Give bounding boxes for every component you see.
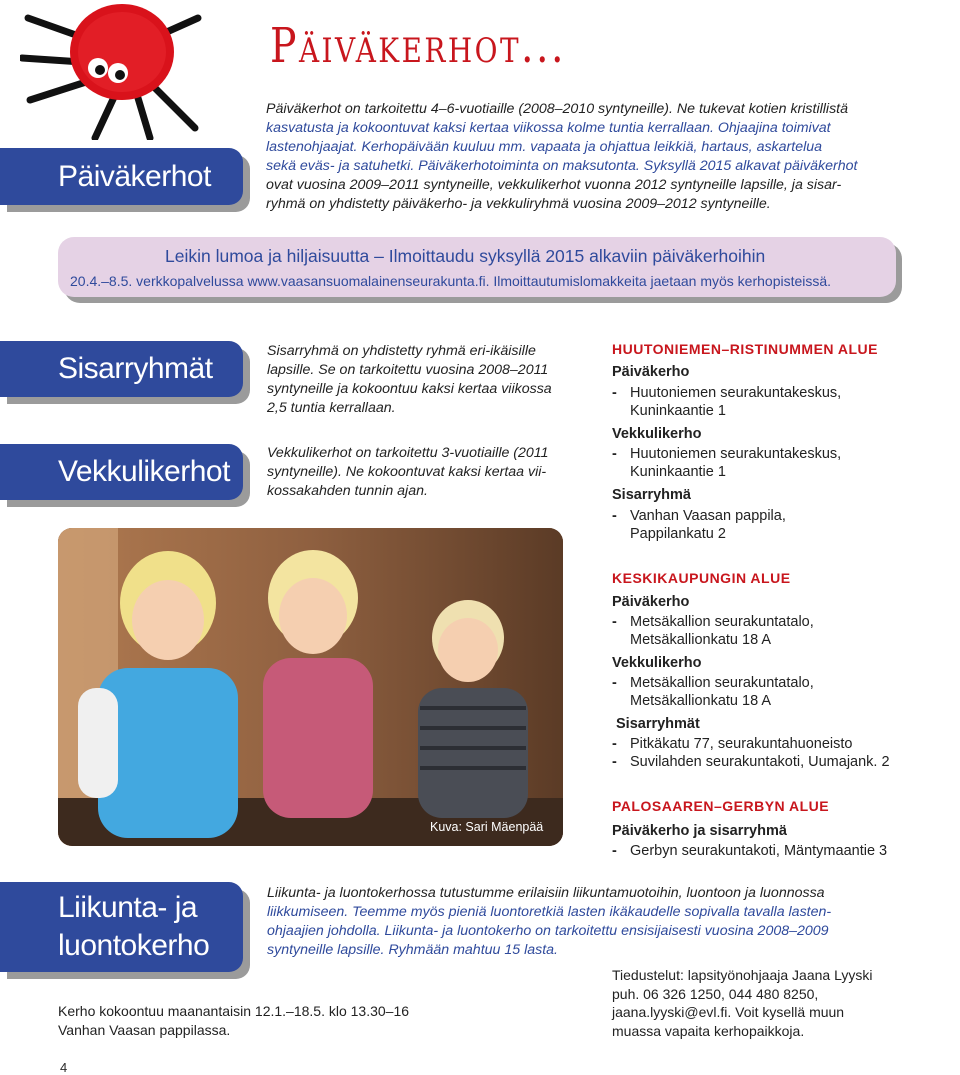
group-heading: Sisarryhmä xyxy=(612,487,691,503)
children-photo xyxy=(58,528,563,846)
group-address: - Metsäkallion seurakuntatalo, Metsäkallionkatu 18 A xyxy=(612,675,814,709)
group-address: - Gerbyn seurakuntakoti, Mäntymaantie 3 xyxy=(612,843,888,859)
group-heading: Vekkulikerho xyxy=(612,655,702,671)
group-heading: Sisarryhmät xyxy=(616,716,700,732)
photo-caption: Kuva: Sari Mäenpää xyxy=(430,820,544,834)
group-address: - Pitkäkatu 77, seurakuntahuoneisto - Suvilahden seurakuntakoti, Uumajank. 2 xyxy=(612,736,890,770)
group-heading: Päiväkerho xyxy=(612,364,690,380)
group-address: - Vanhan Vaasan pappila, Pappilankatu 2 xyxy=(612,508,786,542)
tab-label-vekkulikerhot xyxy=(0,444,243,500)
kerho-schedule: Kerho kokoontuu maanantaisin 12.1.–18.5. klo 13.30–16 Vanhan Vaasan pappilassa. xyxy=(58,1003,410,1038)
group-address: - Huutoniemen seurakuntakeskus, Kuninkaantie 1 xyxy=(612,385,842,419)
tab-label-paivakerhot xyxy=(0,148,243,205)
tab-label-sisarryhmat xyxy=(0,341,243,397)
area-heading-palosaari: PALOSAAREN–GERBYN ALUE xyxy=(612,798,830,814)
banner-headline: Leikin lumoa ja hiljaisuutta – Ilmoittaudu syksyllä 2015 alkaviin päiväkerhoihin xyxy=(165,246,766,266)
intro-paragraph: Päiväkerhot on tarkoitettu 4–6-vuotiaille (2008–2010 syntyneille). Ne tukevat kotien kristillistä kasvatusta ja kokoontuvat kaksi kertaa viikossa kolme tuntia kerrallaan. Ohjaajina toimivat lastenohjaajat. Kerhopäivään kuuluu mm. vapaata ja ohjattua leikkiä, hartaus, askartelua sekä eväs- ja satuhetki. Päiväkerhotoiminta on maksutonta. Syksyllä 2015 alkavat päiväkerhot ovat vuosina 2009–2011 syntyneille, vekkulikerhot vuonna 2012 syntyneille lapsille, ja sisar- ryhmä on yhdistetty päiväkerho- ja vekkuliryhmä vuosina 2009–2012 syntyneille. xyxy=(266,101,858,212)
group-heading: Vekkulikerho xyxy=(612,426,702,442)
tab-label-text: Sisarryhmät xyxy=(58,352,213,385)
group-address: - Huutoniemen seurakuntakeskus, Kuninkaantie 1 xyxy=(612,446,842,480)
tab-label-text: Vekkulikerhot xyxy=(58,455,230,488)
sisarryhma-paragraph: Sisarryhmä on yhdistetty ryhmä eri-ikäisille lapsille. Se on tarkoitettu vuosina 2008–2011 syntyneille ja kokoontuu kaksi kertaa viikossa 2,5 tuntia kerrallaan. xyxy=(267,343,552,416)
tab-label-liikunta xyxy=(0,882,243,972)
page-number: 4 xyxy=(60,1060,68,1075)
group-heading: Päiväkerho xyxy=(612,594,690,610)
liikunta-paragraph: Liikunta- ja luontokerhossa tutustumme erilaisiin liikuntamuotoihin, luontoon ja luonnossa liikkumiseen. Teemme myös pieniä luontoretkiä lasten ikäkaudelle sopivalla tavalla lasten- ohjaajien johdolla. Liikunta- ja luontokerho on tarkoitettu ensisijaisesti vuosina 2008–2009 syntyneille lapsille. Ryhmään mahtuu 15 lasta. xyxy=(267,885,832,958)
page-title: Päiväkerhot... xyxy=(270,18,566,74)
area-heading-keskikaupunki: KESKIKAUPUNGIN ALUE xyxy=(612,570,791,586)
ladybug-craft-image xyxy=(20,0,205,140)
tab-label-text: luontokerho xyxy=(58,929,210,962)
group-address: - Metsäkallion seurakuntatalo, Metsäkallionkatu 18 A xyxy=(612,614,814,648)
banner-details: 20.4.–8.5. verkkopalvelussa www.vaasansuomalainenseurakunta.fi. Ilmoittautumislomakkeita jaetaan myös kerhopisteissä. xyxy=(70,273,832,289)
tab-label-text: Päiväkerhot xyxy=(58,159,211,193)
contact-info: Tiedustelut: lapsityönohjaaja Jaana Lyyski puh. 06 326 1250, 044 480 8250, jaana.lyyski@evl.fi. Voit kysellä muun muassa vapaita kerhopaikkoja. xyxy=(612,967,873,1039)
group-heading: Päiväkerho ja sisarryhmä xyxy=(612,823,787,839)
tab-label-text: Liikunta- ja xyxy=(58,891,198,924)
vekkulikerho-paragraph: Vekkulikerhot on tarkoitettu 3-vuotiaille (2011 syntyneille). Ne kokoontuvat kaksi kertaa vii- kossakahden tunnin ajan. xyxy=(267,445,549,499)
area-heading-huutoniemi: HUUTONIEMEN–RISTINUMMEN ALUE xyxy=(612,341,879,357)
